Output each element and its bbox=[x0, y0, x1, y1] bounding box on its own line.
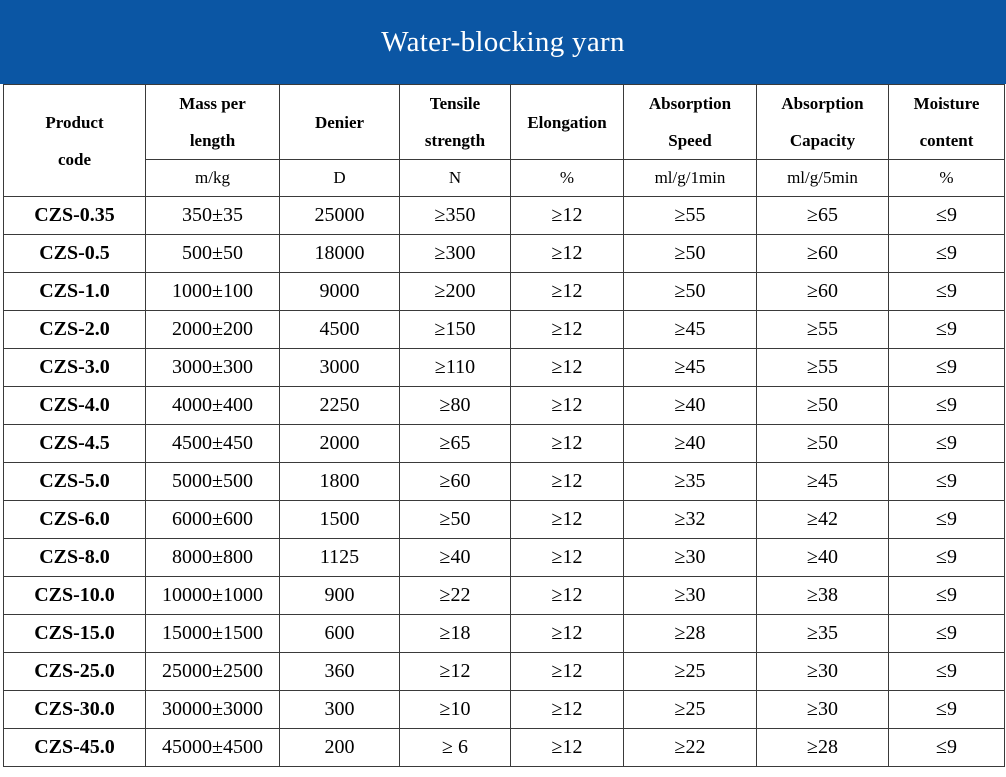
header-absorption-capacity bbox=[757, 85, 889, 160]
absorption-speed-cell: ≥50 bbox=[624, 273, 757, 311]
moisture-content-cell: ≤9 bbox=[889, 691, 1005, 729]
moisture-content-cell: ≤9 bbox=[889, 501, 1005, 539]
denier-cell: 1800 bbox=[280, 463, 400, 501]
absorption-capacity-cell: ≥30 bbox=[757, 691, 889, 729]
header-mass-per-length bbox=[146, 85, 280, 160]
elongation-cell: ≥12 bbox=[511, 501, 624, 539]
product-code-cell: CZS-4.5 bbox=[4, 425, 146, 463]
table-row bbox=[4, 197, 1005, 235]
moisture-content-cell: ≤9 bbox=[889, 577, 1005, 615]
denier-cell: 9000 bbox=[280, 273, 400, 311]
denier-cell: 2250 bbox=[280, 387, 400, 425]
denier-cell: 2000 bbox=[280, 425, 400, 463]
absorption-speed-cell: ≥30 bbox=[624, 577, 757, 615]
tensile-strength-cell: ≥10 bbox=[400, 691, 511, 729]
moisture-content-cell: ≤9 bbox=[889, 425, 1005, 463]
moisture-content-cell: ≤9 bbox=[889, 273, 1005, 311]
unit-mass-per-length: m/kg bbox=[146, 160, 280, 197]
product-code-cell: CZS-2.0 bbox=[4, 311, 146, 349]
denier-cell: 200 bbox=[280, 729, 400, 767]
elongation-cell: ≥12 bbox=[511, 273, 624, 311]
moisture-content-cell: ≤9 bbox=[889, 235, 1005, 273]
table-row bbox=[4, 729, 1005, 767]
mass-per-length-cell: 6000±600 bbox=[146, 501, 280, 539]
table-row bbox=[4, 539, 1005, 577]
absorption-speed-cell: ≥22 bbox=[624, 729, 757, 767]
absorption-capacity-cell: ≥60 bbox=[757, 235, 889, 273]
absorption-capacity-cell: ≥40 bbox=[757, 539, 889, 577]
elongation-cell: ≥12 bbox=[511, 425, 624, 463]
header-line: Moisture bbox=[913, 94, 980, 113]
absorption-capacity-cell: ≥35 bbox=[757, 615, 889, 653]
product-code-cell: CZS-10.0 bbox=[4, 577, 146, 615]
table-title: Water-blocking yarn bbox=[0, 0, 1006, 84]
absorption-speed-cell: ≥50 bbox=[624, 235, 757, 273]
product-code-cell: CZS-0.35 bbox=[4, 197, 146, 235]
elongation-cell: ≥12 bbox=[511, 387, 624, 425]
elongation-cell: ≥12 bbox=[511, 463, 624, 501]
unit-absorption-capacity: ml/g/5min bbox=[757, 160, 889, 197]
tensile-strength-cell: ≥ 6 bbox=[400, 729, 511, 767]
elongation-cell: ≥12 bbox=[511, 197, 624, 235]
absorption-speed-cell: ≥32 bbox=[624, 501, 757, 539]
unit-moisture-content: % bbox=[889, 160, 1005, 197]
elongation-cell: ≥12 bbox=[511, 653, 624, 691]
moisture-content-cell: ≤9 bbox=[889, 653, 1005, 691]
unit-row bbox=[4, 160, 1005, 197]
product-code-cell: CZS-6.0 bbox=[4, 501, 146, 539]
header-denier bbox=[280, 85, 400, 160]
moisture-content-cell: ≤9 bbox=[889, 463, 1005, 501]
elongation-cell: ≥12 bbox=[511, 311, 624, 349]
tensile-strength-cell: ≥200 bbox=[400, 273, 511, 311]
absorption-capacity-cell: ≥50 bbox=[757, 387, 889, 425]
moisture-content-cell: ≤9 bbox=[889, 729, 1005, 767]
absorption-speed-cell: ≥40 bbox=[624, 387, 757, 425]
denier-cell: 4500 bbox=[280, 311, 400, 349]
header-line: strength bbox=[424, 131, 486, 150]
absorption-capacity-cell: ≥30 bbox=[757, 653, 889, 691]
product-code-cell: CZS-3.0 bbox=[4, 349, 146, 387]
header-line: Product bbox=[45, 112, 104, 132]
tensile-strength-cell: ≥50 bbox=[400, 501, 511, 539]
table-row bbox=[4, 425, 1005, 463]
table-row bbox=[4, 615, 1005, 653]
header-line: Mass per bbox=[179, 94, 246, 113]
header-absorption-speed bbox=[624, 85, 757, 160]
denier-cell: 1500 bbox=[280, 501, 400, 539]
product-code-cell: CZS-8.0 bbox=[4, 539, 146, 577]
product-code-cell: CZS-45.0 bbox=[4, 729, 146, 767]
absorption-capacity-cell: ≥55 bbox=[757, 349, 889, 387]
tensile-strength-cell: ≥12 bbox=[400, 653, 511, 691]
header-line: Denier bbox=[314, 112, 365, 132]
mass-per-length-cell: 350±35 bbox=[146, 197, 280, 235]
mass-per-length-cell: 2000±200 bbox=[146, 311, 280, 349]
absorption-speed-cell: ≥30 bbox=[624, 539, 757, 577]
mass-per-length-cell: 30000±3000 bbox=[146, 691, 280, 729]
absorption-capacity-cell: ≥45 bbox=[757, 463, 889, 501]
tensile-strength-cell: ≥22 bbox=[400, 577, 511, 615]
table-row bbox=[4, 653, 1005, 691]
mass-per-length-cell: 4000±400 bbox=[146, 387, 280, 425]
denier-cell: 3000 bbox=[280, 349, 400, 387]
product-code-cell: CZS-5.0 bbox=[4, 463, 146, 501]
denier-cell: 900 bbox=[280, 577, 400, 615]
header-line: Speed bbox=[668, 131, 712, 150]
table-row bbox=[4, 691, 1005, 729]
table-row bbox=[4, 349, 1005, 387]
table-row bbox=[4, 501, 1005, 539]
header-moisture-content bbox=[889, 85, 1005, 160]
tensile-strength-cell: ≥60 bbox=[400, 463, 511, 501]
table-row bbox=[4, 577, 1005, 615]
product-code-cell: CZS-15.0 bbox=[4, 615, 146, 653]
mass-per-length-cell: 3000±300 bbox=[146, 349, 280, 387]
header-line: Capacity bbox=[789, 131, 856, 150]
denier-cell: 600 bbox=[280, 615, 400, 653]
absorption-speed-cell: ≥25 bbox=[624, 653, 757, 691]
product-code-cell: CZS-4.0 bbox=[4, 387, 146, 425]
header-row bbox=[4, 85, 1005, 160]
header-line: Tensile bbox=[429, 94, 481, 113]
absorption-speed-cell: ≥35 bbox=[624, 463, 757, 501]
moisture-content-cell: ≤9 bbox=[889, 311, 1005, 349]
absorption-speed-cell: ≥45 bbox=[624, 311, 757, 349]
moisture-content-cell: ≤9 bbox=[889, 197, 1005, 235]
elongation-cell: ≥12 bbox=[511, 577, 624, 615]
denier-cell: 18000 bbox=[280, 235, 400, 273]
absorption-capacity-cell: ≥42 bbox=[757, 501, 889, 539]
elongation-cell: ≥12 bbox=[511, 691, 624, 729]
absorption-speed-cell: ≥40 bbox=[624, 425, 757, 463]
denier-cell: 360 bbox=[280, 653, 400, 691]
table-row bbox=[4, 311, 1005, 349]
absorption-speed-cell: ≥45 bbox=[624, 349, 757, 387]
denier-cell: 300 bbox=[280, 691, 400, 729]
moisture-content-cell: ≤9 bbox=[889, 349, 1005, 387]
unit-elongation: % bbox=[511, 160, 624, 197]
header-line: Absorption bbox=[781, 94, 864, 113]
mass-per-length-cell: 45000±4500 bbox=[146, 729, 280, 767]
moisture-content-cell: ≤9 bbox=[889, 615, 1005, 653]
mass-per-length-cell: 4500±450 bbox=[146, 425, 280, 463]
spec-table bbox=[3, 84, 1005, 767]
product-code-cell: CZS-1.0 bbox=[4, 273, 146, 311]
table-row bbox=[4, 463, 1005, 501]
header-tensile-strength bbox=[400, 85, 511, 160]
table-row bbox=[4, 273, 1005, 311]
unit-absorption-speed: ml/g/1min bbox=[624, 160, 757, 197]
product-code-cell: CZS-0.5 bbox=[4, 235, 146, 273]
tensile-strength-cell: ≥300 bbox=[400, 235, 511, 273]
tensile-strength-cell: ≥18 bbox=[400, 615, 511, 653]
mass-per-length-cell: 25000±2500 bbox=[146, 653, 280, 691]
moisture-content-cell: ≤9 bbox=[889, 539, 1005, 577]
absorption-speed-cell: ≥25 bbox=[624, 691, 757, 729]
product-code-cell: CZS-30.0 bbox=[4, 691, 146, 729]
unit-denier: D bbox=[280, 160, 400, 197]
product-code-cell: CZS-25.0 bbox=[4, 653, 146, 691]
absorption-speed-cell: ≥55 bbox=[624, 197, 757, 235]
header-line: Absorption bbox=[648, 94, 732, 113]
tensile-strength-cell: ≥110 bbox=[400, 349, 511, 387]
header-line: Elongation bbox=[527, 112, 607, 132]
header-line: content bbox=[919, 131, 974, 150]
table-row bbox=[4, 235, 1005, 273]
mass-per-length-cell: 10000±1000 bbox=[146, 577, 280, 615]
header-line: code bbox=[57, 149, 92, 169]
mass-per-length-cell: 500±50 bbox=[146, 235, 280, 273]
mass-per-length-cell: 5000±500 bbox=[146, 463, 280, 501]
denier-cell: 25000 bbox=[280, 197, 400, 235]
elongation-cell: ≥12 bbox=[511, 235, 624, 273]
absorption-capacity-cell: ≥38 bbox=[757, 577, 889, 615]
absorption-capacity-cell: ≥65 bbox=[757, 197, 889, 235]
header-product-code bbox=[4, 85, 146, 197]
header-elongation bbox=[511, 85, 624, 160]
absorption-capacity-cell: ≥60 bbox=[757, 273, 889, 311]
absorption-capacity-cell: ≥55 bbox=[757, 311, 889, 349]
mass-per-length-cell: 8000±800 bbox=[146, 539, 280, 577]
table-row bbox=[4, 387, 1005, 425]
tensile-strength-cell: ≥65 bbox=[400, 425, 511, 463]
absorption-capacity-cell: ≥50 bbox=[757, 425, 889, 463]
elongation-cell: ≥12 bbox=[511, 615, 624, 653]
mass-per-length-cell: 1000±100 bbox=[146, 273, 280, 311]
tensile-strength-cell: ≥350 bbox=[400, 197, 511, 235]
tensile-strength-cell: ≥80 bbox=[400, 387, 511, 425]
tensile-strength-cell: ≥150 bbox=[400, 311, 511, 349]
elongation-cell: ≥12 bbox=[511, 349, 624, 387]
tensile-strength-cell: ≥40 bbox=[400, 539, 511, 577]
table-body bbox=[4, 197, 1005, 767]
moisture-content-cell: ≤9 bbox=[889, 387, 1005, 425]
unit-tensile-strength: N bbox=[400, 160, 511, 197]
header-line: length bbox=[189, 131, 236, 150]
mass-per-length-cell: 15000±1500 bbox=[146, 615, 280, 653]
absorption-speed-cell: ≥28 bbox=[624, 615, 757, 653]
absorption-capacity-cell: ≥28 bbox=[757, 729, 889, 767]
table-header bbox=[4, 85, 1005, 197]
elongation-cell: ≥12 bbox=[511, 539, 624, 577]
elongation-cell: ≥12 bbox=[511, 729, 624, 767]
denier-cell: 1125 bbox=[280, 539, 400, 577]
